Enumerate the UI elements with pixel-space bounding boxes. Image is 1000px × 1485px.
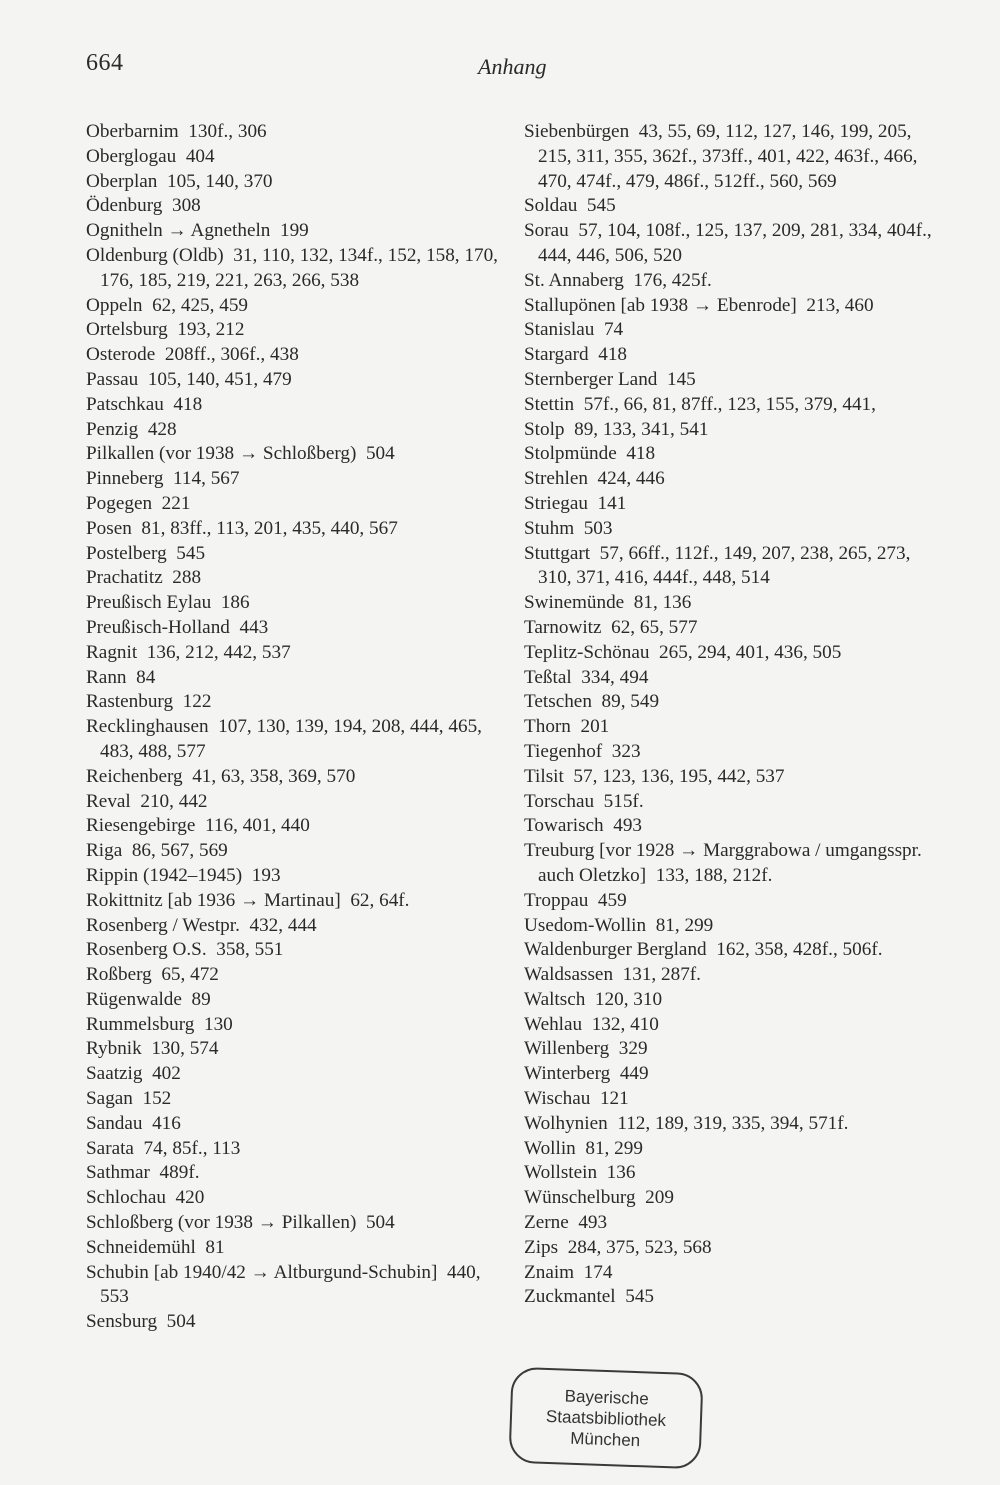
index-entry: Rügenwalde 89 [86,988,211,1010]
index-entry: Swinemünde 81, 136 [524,592,692,614]
index-entry: Rummelsburg 130 [86,1013,233,1035]
index-entry: Sagan 152 [86,1088,172,1110]
index-entry: Soldau 545 [524,195,616,217]
index-entry: Stettin 57f., 66, 81, 87ff., 123, 155, 379, 441, [524,393,876,415]
index-entry: Rann 84 [86,666,156,688]
index-entry: Stuhm 503 [524,517,613,539]
index-entry: Schneidemühl 81 [86,1236,225,1258]
index-entry: Troppau 459 [524,889,627,911]
page-number: 664 [86,50,124,76]
index-entry: Oldenburg (Oldb) 31, 110, 132, 134f., 152, 158, 170, 176, 185, 219, 221, 263, 266, 538 [86,244,503,291]
index-entry: Riga 86, 567, 569 [86,840,228,862]
index-column-left [86,120,506,1335]
index-entry: Preußisch-Holland 443 [86,616,269,638]
index-entry: Tiegenhof 323 [524,740,641,762]
index-entry: Posen 81, 83ff., 113, 201, 435, 440, 567 [86,517,398,539]
index-entry: Stolp 89, 133, 341, 541 [524,418,709,440]
index-entry: Striegau 141 [524,492,627,514]
index-entry: Saatzig 402 [86,1063,181,1085]
index-entry: Stanislau 74 [524,319,624,341]
index-entry: Ragnit 136, 212, 442, 537 [86,641,291,663]
index-entry: Waldenburger Bergland 162, 358, 428f., 506f. [524,939,883,961]
index-entry: Oberglogau 404 [86,145,215,167]
index-entry: Penzig 428 [86,418,177,440]
index-entry: Thorn 201 [524,716,610,738]
index-entry: Rybnik 130, 574 [86,1038,219,1060]
index-entry: Pinneberg 114, 567 [86,468,240,490]
index-entry: Willenberg 329 [524,1038,648,1060]
index-entry: Reval 210, 442 [86,790,208,812]
index-entry: Preußisch Eylau 186 [86,592,250,614]
stamp-line-2: Staatsbibliothek [545,1406,667,1430]
index-entry: Rosenberg O.S. 358, 551 [86,939,284,961]
index-entry: Roßberg 65, 472 [86,964,219,986]
index-entry: Waldsassen 131, 287f. [524,964,701,986]
index-entry: Znaim 174 [524,1261,613,1283]
index-entry: Oberbarnim 130f., 306 [86,121,267,142]
index-entry: Rippin (1942–1945) 193 [86,864,281,886]
index-entry: Treuburg [vor 1928 → Marggrabowa / umgangsspr. auch Oletzko] 133, 188, 212f. [524,840,927,886]
index-entry: Sarata 74, 85f., 113 [86,1137,241,1159]
index-entry: Oberplan 105, 140, 370 [86,170,273,192]
index-entry: Ödenburg 308 [86,195,201,217]
index-entry: Teplitz-Schönau 265, 294, 401, 436, 505 [524,641,842,663]
index-entry: Wünschelburg 209 [524,1187,674,1209]
index-entry: Schloßberg (vor 1938 → Pilkallen) 504 [86,1212,395,1234]
index-entry: Ognitheln → Agnetheln 199 [86,220,309,242]
index-entry: Passau 105, 140, 451, 479 [86,368,292,390]
index-entry: Pogegen 221 [86,492,191,514]
index-entry: Wischau 121 [524,1088,629,1110]
index-entry: Oppeln 62, 425, 459 [86,294,249,316]
index-entry: Tilsit 57, 123, 136, 195, 442, 537 [524,765,785,787]
index-entry: Prachatitz 288 [86,567,202,589]
index-entry: Ortelsburg 193, 212 [86,319,245,341]
index-entry: Sorau 57, 104, 108f., 125, 137, 209, 281, 334, 404f., 444, 446, 506, 520 [524,220,937,266]
index-entry: Wolhynien 112, 189, 319, 335, 394, 571f. [524,1112,849,1134]
index-entry: Tarnowitz 62, 65, 577 [524,616,698,638]
index-entry: Siebenbürgen 43, 55, 69, 112, 127, 146, 199, 205, 215, 311, 355, 362f., 373ff., 401, 422, 463f., 466, 470, 474f., 479, 486f., 512ff., 560, 569 [524,121,923,192]
index-entry: Sandau 416 [86,1112,181,1134]
index-entry: Sensburg 504 [86,1311,196,1333]
index-entry: Schubin [ab 1940/42 → Altburgund-Schubin] 440, 553 [86,1261,486,1308]
index-entry: Rastenburg 122 [86,691,212,713]
index-entry: Tetschen 89, 549 [524,691,660,713]
index-entry: Torschau 515f. [524,790,644,812]
stamp-line-1: Bayerische [564,1386,650,1408]
index-entry: Teßtal 334, 494 [524,666,649,688]
index-entry: Strehlen 424, 446 [524,468,665,490]
stamp-line-3: München [569,1428,641,1450]
index-entry: Reichenberg 41, 63, 358, 369, 570 [86,765,356,787]
index-entry: Sternberger Land 145 [524,368,696,390]
index-entry: Stallupönen [ab 1938 → Ebenrode] 213, 460 [524,294,874,316]
index-entry: Zips 284, 375, 523, 568 [524,1236,712,1258]
index-entry: Wollin 81, 299 [524,1137,643,1159]
index-entry: Usedom-Wollin 81, 299 [524,914,714,936]
index-entry: Winterberg 449 [524,1063,649,1085]
index-entry: Schlochau 420 [86,1187,205,1209]
index-entry: Recklinghausen 107, 130, 139, 194, 208, 444, 465, 483, 488, 577 [86,716,487,762]
index-entry: Riesengebirge 116, 401, 440 [86,815,310,837]
library-stamp [508,1367,703,1470]
index-entry: Pilkallen (vor 1938 → Schloßberg) 504 [86,443,395,465]
index-entry: Patschkau 418 [86,393,203,415]
index-entry: Osterode 208ff., 306f., 438 [86,344,299,366]
index-entry: Wehlau 132, 410 [524,1013,659,1035]
index-entry: Sathmar 489f. [86,1162,200,1184]
index-entry: Wollstein 136 [524,1162,636,1184]
index-entry: Stolpmünde 418 [524,443,656,465]
index-entry: Stuttgart 57, 66ff., 112f., 149, 207, 238, 265, 273, 310, 371, 416, 444f., 448, 514 [524,542,916,589]
index-entry: St. Annaberg 176, 425f. [524,269,712,291]
index-column-right [524,120,944,1310]
index-entry: Zerne 493 [524,1212,608,1234]
index-entry: Waltsch 120, 310 [524,988,663,1010]
index-entry: Rokittnitz [ab 1936 → Martinau] 62, 64f. [86,889,410,911]
index-entry: Zuckmantel 545 [524,1286,655,1308]
index-entry: Towarisch 493 [524,815,643,837]
running-head: Anhang [478,54,547,79]
index-entry: Postelberg 545 [86,542,206,564]
index-entry: Stargard 418 [524,344,628,366]
index-entry: Rosenberg / Westpr. 432, 444 [86,914,317,936]
